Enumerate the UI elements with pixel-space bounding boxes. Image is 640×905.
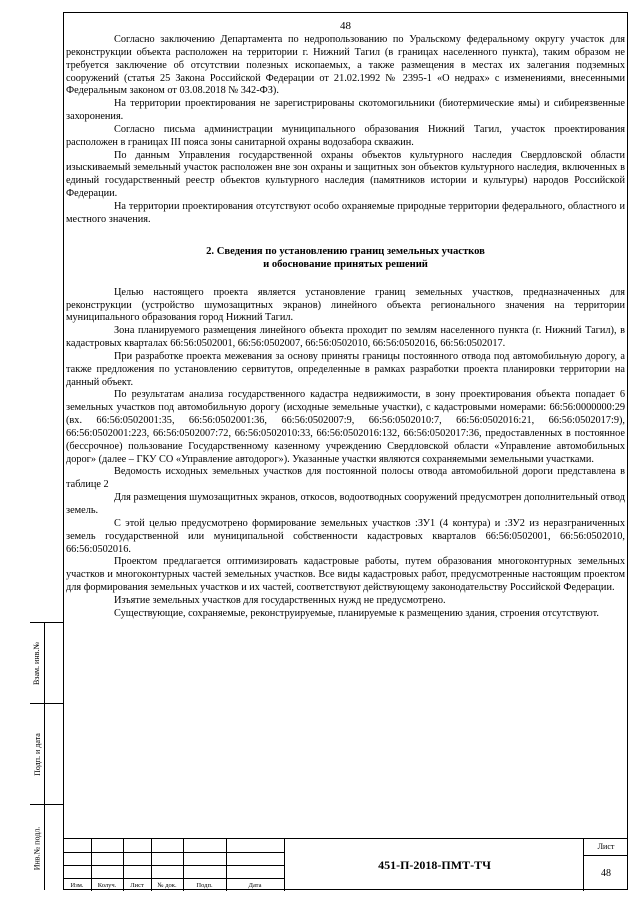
paragraph: Ведомость исходных земельных участков для постоянной полосы отвода автомобильной дороги представлена в таблице 2 xyxy=(66,466,625,491)
paragraph: На территории проектирования не зарегистрированы скотомогильники (биотермические ямы) и сибиреязвенные захоронения. xyxy=(66,98,625,123)
col-podp-label: Подп. xyxy=(196,882,213,889)
section-heading-line-1: 2. Сведения по установлению границ земельных участков xyxy=(206,245,485,257)
paragraph: Проектом предлагается оптимизировать кадастровые работы, путем образования многоконтурных земельных участков и многоконтурных частей земельных участков. Все виды кадастровых работ, предусмотренные настоящим проектом для формирования земельных участков и их частей, соответствуют действующему законодательству Российской Федерации. xyxy=(66,556,625,594)
page-number: 48 xyxy=(340,20,351,32)
document-code: 451-П-2018-ПМТ-ТЧ xyxy=(284,839,584,891)
side-stamp-label-column xyxy=(30,622,45,890)
side-stamp-vzam-label: Взам. инв.№ xyxy=(32,641,42,685)
revision-table xyxy=(63,839,284,891)
title-block xyxy=(63,838,628,891)
side-stamp xyxy=(30,622,63,890)
section-heading-line-2: и обоснование принятых решений xyxy=(263,258,428,270)
sheet-number: 48 xyxy=(601,867,611,879)
sheet-box xyxy=(583,839,628,891)
document-body xyxy=(66,34,625,621)
col-ndok-label: № док. xyxy=(157,882,177,889)
paragraph: На территории проектирования отсутствуют особо охраняемые природные территории федерального, областного и местного значения. xyxy=(66,200,625,225)
side-stamp-podp-label: Подп. и дата xyxy=(32,732,42,776)
col-data-label: Дата xyxy=(248,882,262,889)
col-koluch-label: Колуч. xyxy=(97,882,117,889)
paragraph: Целью настоящего проекта является установление границ земельных участков, предназначенных для реконструкции (устройство шумозащитных экранов) линейного объекта регионального значения на территории муниципального образования город Нижний Тагил. xyxy=(66,286,625,324)
paragraph: Зона планируемого размещения линейного объекта проходит по землям населенного пункта (г. Нижний Тагил), в кадастровых кварталах 66:56:0502001, 66:56:0502007, 66:56:0502010, 66:56:0502016, 66:56:0502017. xyxy=(66,325,625,350)
col-list-label: Лист xyxy=(130,882,144,889)
paragraph: По результатам анализа государственного кадастра недвижимости, в зону проектирования объекта попадает 6 земельных участков под автомобильную дорогу (исходные земельные участки), с кадастровыми номерами: 66:56:0000000:29 (вх. 66:56:0502001:35, 66:56:0502001:36, 66:56:0502007:9, 66:56:0502010:7, 66:56:0502016:21, 66:56:0502017:9), 66:56:0502001:223, 66:56:0502007:72, 66:56:0502010:33, 66:56:0502016:132, 66:56:0502017:36, предоставленных в постоянное (бессрочное) пользование Государственному казенному учреждению Свердловской области «Управление автомобильных дорог» (далее – ГКУ СО «Управление автодорог»). Указанные участки являются сохраняемыми земельными участками. xyxy=(66,389,625,465)
paragraph: Для размещения шумозащитных экранов, откосов, водоотводных сооружений предусмотрен дополнительный отвод земель. xyxy=(66,492,625,516)
paragraph: При разработке проекта межевания за основу приняты границы постоянного отвода под автомобильную дорогу, а также предложения по установлению сервитутов, определенные в рамках разработки проекта планировки территории на данный объект. xyxy=(66,350,625,388)
paragraph: Согласно письма администрации муниципального образования Нижний Тагил, участок проектирования расположен в границах III пояса зоны санитарной охраны водозабора скважин. xyxy=(66,123,625,148)
paragraph: Существующие, сохраняемые, реконструируемые, планируемые к размещению здания, строения отсутствуют. xyxy=(114,607,599,619)
sheet-title: Лист xyxy=(584,839,628,856)
side-stamp-inv-label: Инв.№ подл. xyxy=(32,826,42,870)
section-heading xyxy=(66,245,625,271)
side-stamp-value-column xyxy=(44,622,64,890)
paragraph: С этой целью предусмотрено формирование земельных участков :ЗУ1 (4 контура) и :ЗУ2 из неразграниченных земель государственной или муниципальной собственности кадастровых кварталов 66:56:0502001, 66:56:0502010, 66:56:0502016. xyxy=(66,517,625,555)
paragraph: Согласно заключению Департамента по недропользованию по Уральскому федеральному округу участок для реконструкции объекта расположен на территории г. Нижний Тагил (в границах населенного пункта), таким образом не требуется заключение об отсутствии полезных ископаемых, а также размещения в местах их залегания подземных сооружений (статья 25 Закона Российской Федерации от 21.02.1992 № 2395-1 «О недрах» с изменениями, внесенными Федеральным законом от 03.08.2018 № 342-ФЗ). xyxy=(66,34,625,97)
paragraph: По данным Управления государственной охраны объектов культурного наследия Свердловской области изыскиваемый земельный участок расположен вне зон охраны и защитных зон объектов культурного наследия, включенных в единый государственный реестр объектов культурного наследия (памятников истории и культуры) народов Российской Федерации. xyxy=(66,149,625,200)
col-izm-label: Изм. xyxy=(70,882,84,889)
paragraph: Изъятие земельных участков для государственных нужд не предусмотрено. xyxy=(114,594,446,606)
